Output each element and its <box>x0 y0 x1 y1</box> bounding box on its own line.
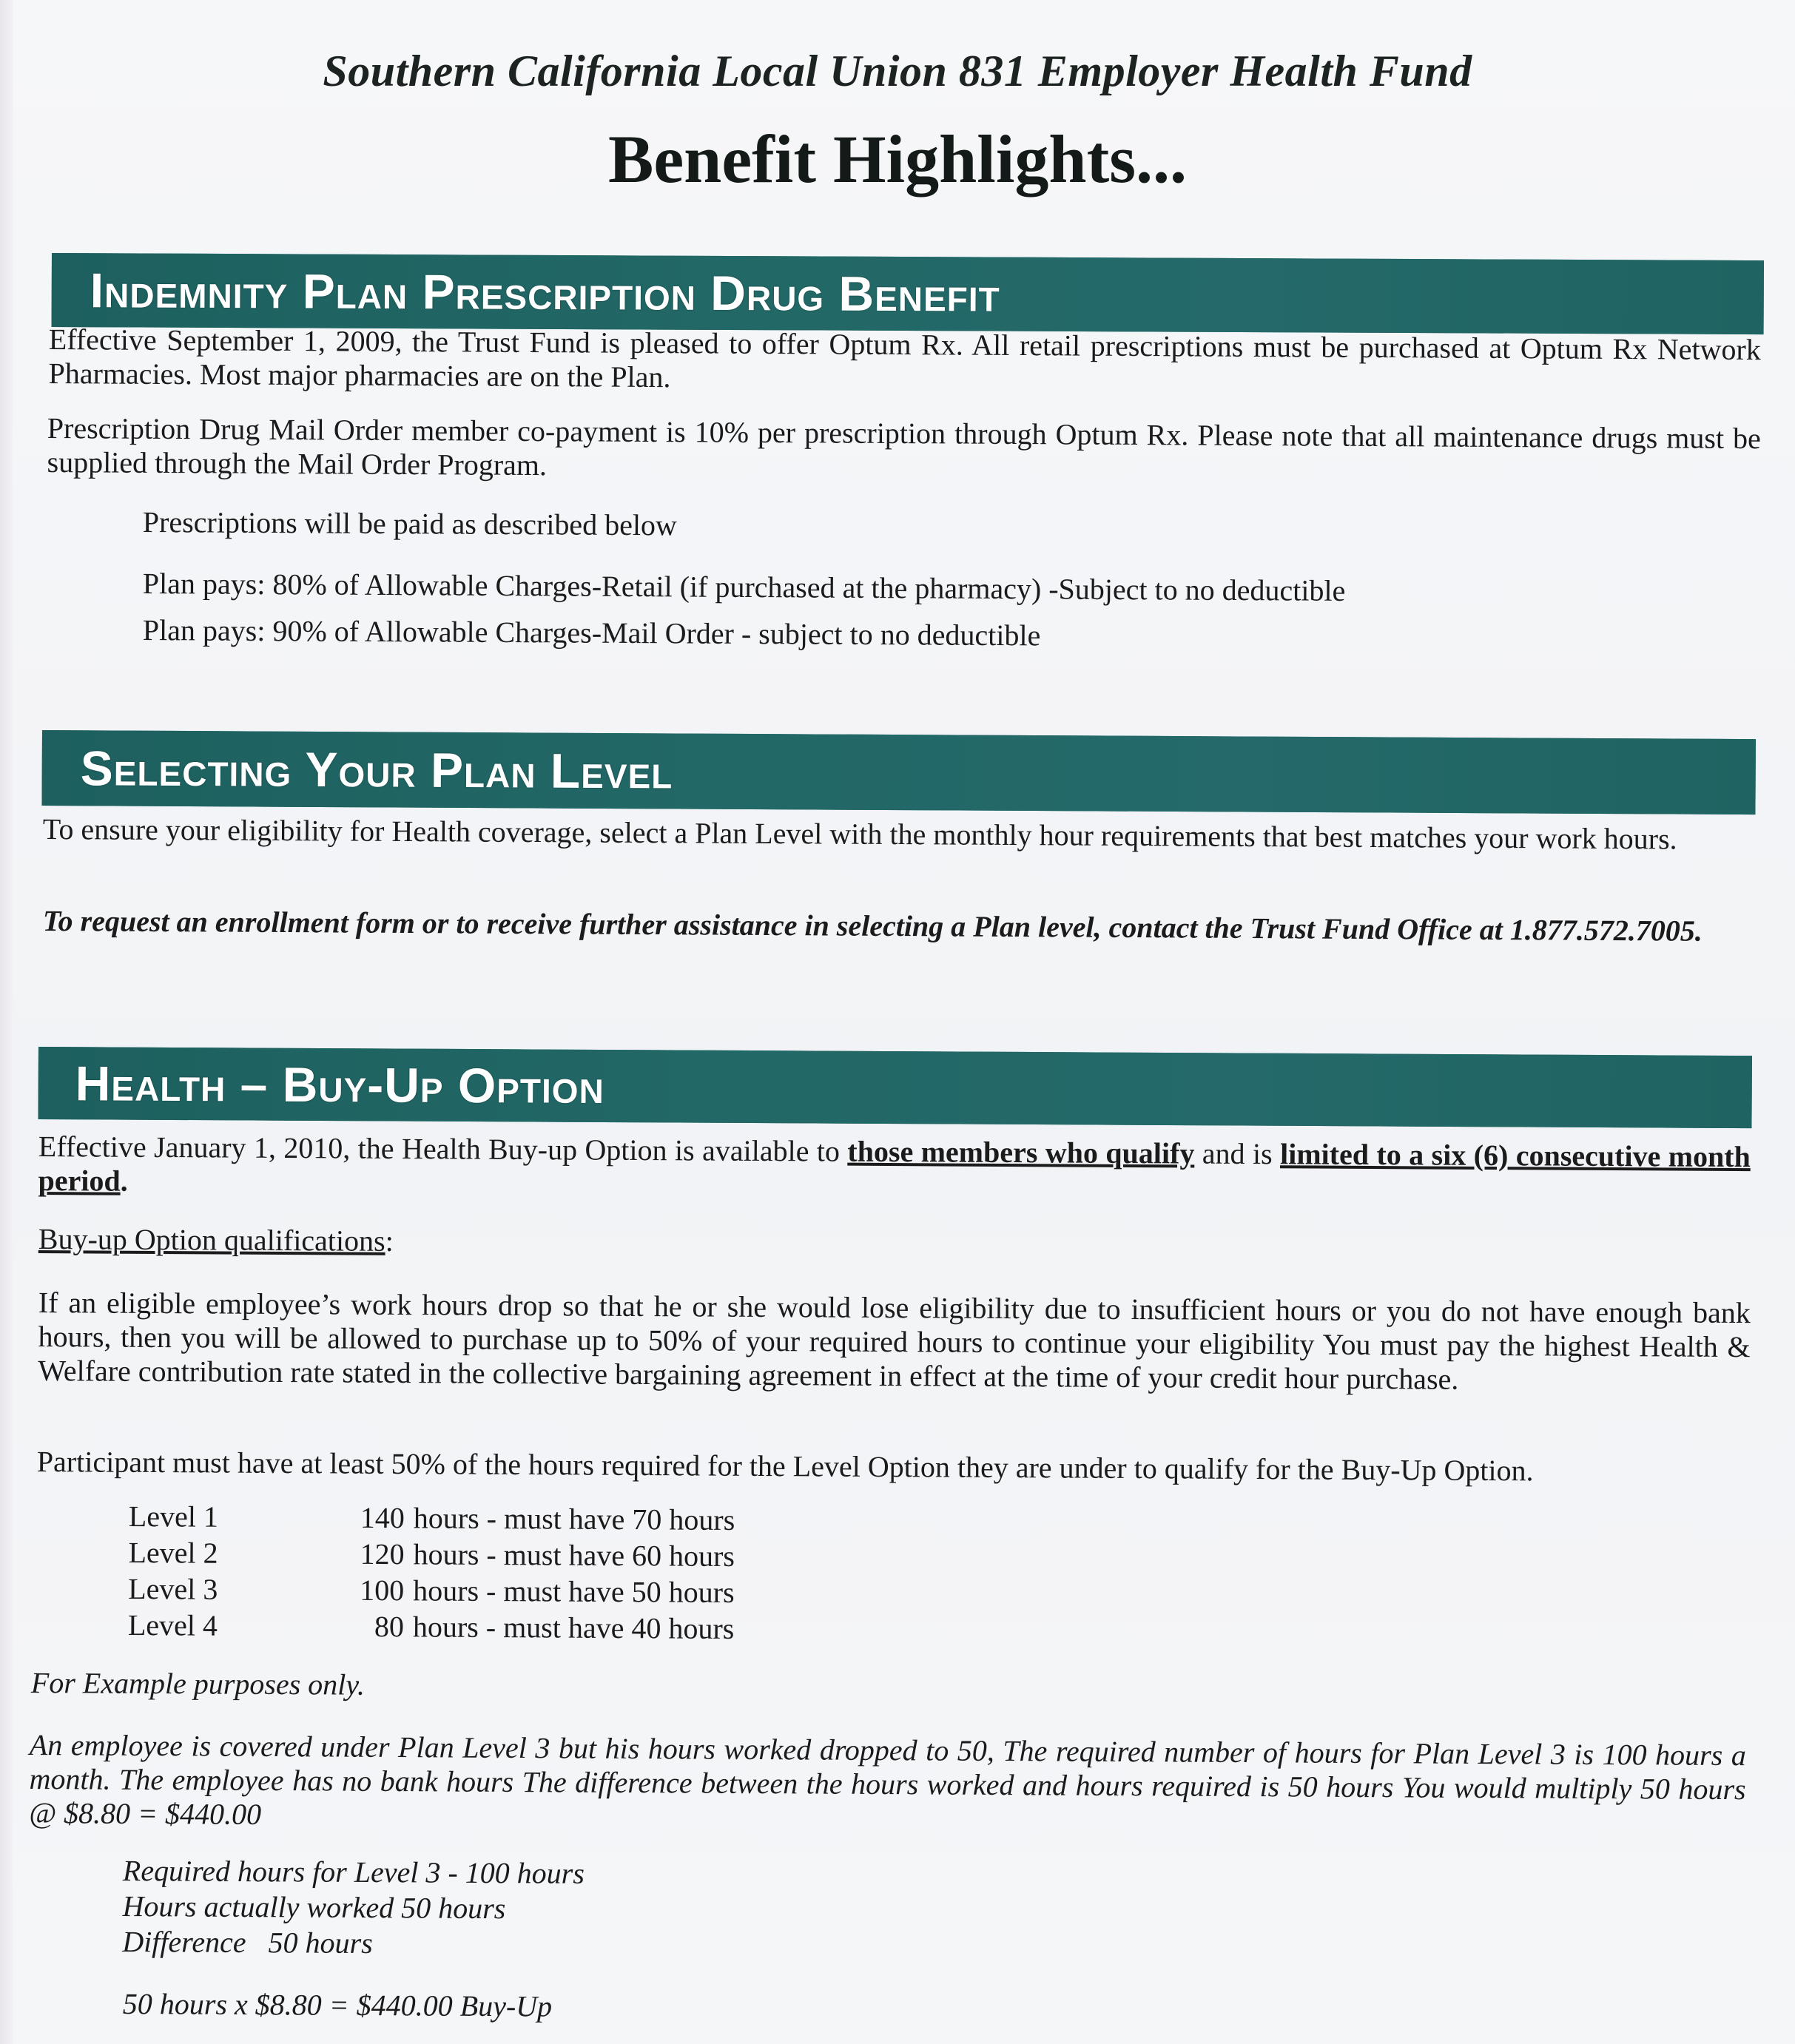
section-heading-buy-up <box>38 1047 1751 1128</box>
level-name: Level 3 <box>128 1571 218 1606</box>
effective-suffix: . <box>120 1164 128 1198</box>
qualifications-heading <box>38 1222 394 1258</box>
scan-edge <box>0 0 13 2044</box>
emphasis-six-month: limited to a six (6) consecutive month period <box>38 1137 1751 1198</box>
prescription-intro: Prescriptions will be paid as described below <box>142 505 678 542</box>
level-hours: 100 <box>360 1573 405 1608</box>
example-disclaimer: For Example purposes only. <box>30 1666 366 1701</box>
retail-payment-line: Plan pays: 80% of Allowable Charges-Retail (if purchased at the pharmacy) -Subject to no deductible <box>142 567 1346 607</box>
section-heading-text: Indemnity Plan Prescription Drug Benefit <box>90 263 1000 322</box>
level-hours: 140 <box>360 1500 405 1535</box>
level-requirement: hours - must have 60 hours <box>413 1537 735 1574</box>
level-name: Level 4 <box>127 1608 218 1642</box>
section-heading-text: Health – Buy-Up Option <box>75 1056 605 1114</box>
level-row <box>128 1607 735 1647</box>
difference-label: Difference <box>122 1924 246 1960</box>
page-title: Benefit Highlights... <box>607 121 1188 197</box>
calc-worked: Hours actually worked 50 hours <box>122 1889 506 1926</box>
mail-order-payment-line: Plan pays: 90% of Allowable Charges-Mail Order - subject to no deductible <box>142 613 1041 652</box>
effective-mid: and is <box>1194 1136 1281 1171</box>
level-row <box>128 1571 735 1610</box>
level-hours: 120 <box>360 1537 405 1571</box>
calc-total: 50 hours x $8.80 = $440.00 Buy-Up <box>122 1987 553 2023</box>
level-name: Level 2 <box>128 1535 218 1570</box>
qualifications-colon: : <box>385 1224 394 1258</box>
calc-difference <box>122 1924 584 1963</box>
emphasis-qualify: those members who qualify <box>847 1134 1195 1170</box>
level-requirement: hours - must have 50 hours <box>413 1574 735 1610</box>
eligibility-paragraph: If an eligible employee’s work hours drop so that he or she would lose eligibility due to insufficient hours or you do not have enough bank hours, then you will be allowed to purchase up to 50% of your required hours to continue your eligibility You must pay the highest Health & Welfare contribution rate stated in the collective bargaining agreement in effect at the time of your credit hour purchase. <box>38 1286 1751 1396</box>
contact-note: To request an enrollment form or to receive further assistance in selecting a Plan level, contact the Trust Fund Office at 1.877.572.7005. <box>42 904 1703 948</box>
example-paragraph: An employee is covered under Plan Level 3 but his hours worked dropped to 50, The required number of hours for Plan Level 3 is 100 hours a month. The employee has no bank hours The difference between the hours worked and hours required is 50 hours You would multiply 50 hours @ $8.80 = $440.00 <box>29 1728 1746 1831</box>
qualifications-label: Buy-up Option qualifications <box>38 1222 385 1258</box>
example-calculation <box>122 1853 585 1963</box>
level-hours: 80 <box>374 1610 405 1644</box>
effective-prefix: Effective January 1, 2010, the Health Buy-up Option is available to <box>38 1130 848 1168</box>
level-requirement: hours - must have 70 hours <box>413 1501 735 1537</box>
difference-value: 50 hours <box>268 1926 373 1960</box>
organization-title: Southern California Local Union 831 Employer Health Fund <box>323 47 1472 95</box>
section-heading-text: Selecting Your Plan Level <box>80 741 673 799</box>
level-row <box>129 1498 735 1538</box>
prescription-paragraph-2: Prescription Drug Mail Order member co-payment is 10% per prescription through Optum Rx. Please note that all maintenance drugs must be supplied through the Mail Order Program. <box>47 411 1761 482</box>
prescription-paragraph-1: Effective September 1, 2009, the Trust Fund is pleased to offer Optum Rx. All retail prescriptions must be purchased at Optum Rx Network Pharmacies. Most major pharmacies are on the Plan. <box>48 323 1761 394</box>
plan-level-paragraph: To ensure your eligibility for Health coverage, select a Plan Level with the monthly hour requirements that best matches your work hours. <box>42 812 1677 856</box>
buy-up-effective-paragraph <box>38 1130 1751 1208</box>
level-requirement: hours - must have 40 hours <box>412 1610 735 1646</box>
participant-requirement: Participant must have at least 50% of the hours required for the Level Option they are under to qualify for the Buy-Up Option. <box>36 1445 1534 1488</box>
level-requirements-list <box>128 1498 735 1647</box>
level-row <box>128 1534 735 1574</box>
section-heading-plan-level <box>41 730 1756 814</box>
section-heading-prescription <box>52 253 1764 334</box>
calc-required: Required hours for Level 3 - 100 hours <box>122 1854 585 1890</box>
level-name: Level 1 <box>128 1500 219 1534</box>
